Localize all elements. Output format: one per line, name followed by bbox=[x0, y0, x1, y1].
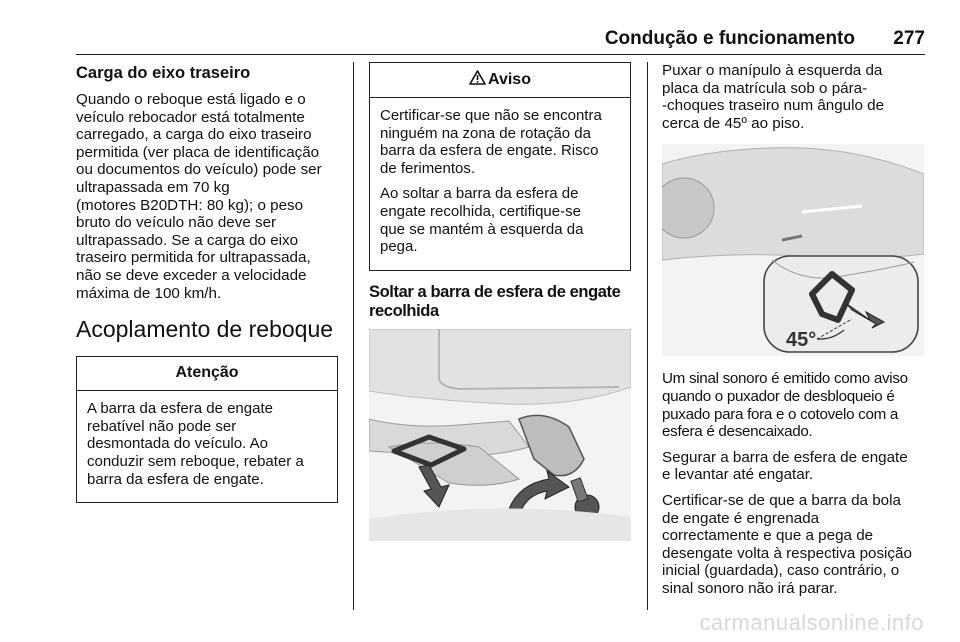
warning-text-1: Certificar-se que não se encontra ninguém na zona de rotação da barra da esfera de engate. Risco de ferimentos. bbox=[380, 107, 602, 177]
column-divider-1 bbox=[353, 62, 354, 610]
warning-text-2: Ao soltar a barra da esfera de engate recolhida, certifique-se que se mantém à esquerda da pega. bbox=[380, 185, 584, 256]
notice-title: Atenção bbox=[77, 357, 337, 391]
column-1 bbox=[76, 62, 338, 503]
check-engagement-paragraph: Certificar-se de que a barra da bola de engate é engrenada correctamente e que a pega de desengate volta à respectiva posição inicial (guardada), caso contrário, o sinal sonoro não irá parar. bbox=[662, 491, 912, 597]
section-heading-tow-hitch: Acoplamento de reboque bbox=[76, 316, 334, 343]
notice-box bbox=[76, 356, 338, 503]
release-handle-illustration bbox=[662, 144, 924, 356]
angle-label: 45° bbox=[786, 329, 817, 352]
column-divider-2 bbox=[647, 62, 648, 610]
release-intro-paragraph: Puxar o manípulo à esquerda da placa da matrícula sob o pára- -choques traseiro num ângulo de cerca de 45º ao piso. bbox=[662, 62, 885, 132]
watermark: carmanualsonline.info bbox=[699, 610, 924, 635]
lift-paragraph: Segurar a barra de esfera de engate e levantar até engatar. bbox=[662, 448, 908, 484]
section-heading-rear-axle-load: Carga do eixo traseiro bbox=[76, 64, 251, 82]
page-number: 277 bbox=[893, 28, 925, 49]
notice-text: A barra da esfera de engate rebatível não pode ser desmontada do veículo. Ao conduzir sem reboque, rebater a barra da esfera de engate. bbox=[87, 400, 304, 488]
warning-title: Aviso bbox=[488, 71, 531, 88]
column-3 bbox=[662, 62, 930, 606]
column-2 bbox=[369, 62, 631, 541]
warning-box bbox=[369, 62, 631, 271]
section-heading-release-hitch: Soltar a barra de esfera de engate recolhida bbox=[369, 282, 621, 320]
header-rule bbox=[76, 54, 925, 55]
warning-triangle-icon bbox=[469, 70, 486, 85]
warning-header bbox=[370, 63, 630, 98]
hitch-release-illustration bbox=[369, 329, 631, 541]
signal-paragraph: Um sinal sonoro é emitido como aviso quando o puxador de desbloqueio é puxado para fora e o cotovelo com a esfera é desencaixado. bbox=[662, 370, 908, 441]
running-header-title: Condução e funcionamento bbox=[604, 28, 855, 49]
rear-axle-load-paragraph: Quando o reboque está ligado e o veículo rebocador está totalmente carregado, a carga do eixo traseiro permitida (ver placa de identificação ou documentos do veículo) pode ser ultrapassada em 70 kg (motores B20DTH: 80 kg); o peso bruto do veículo não deve ser ultrapassado. Se a carga do eixo traseiro permitida for ultrapassada, não se deve exceder a velocidade máxima de 100 km/h. bbox=[76, 91, 322, 302]
